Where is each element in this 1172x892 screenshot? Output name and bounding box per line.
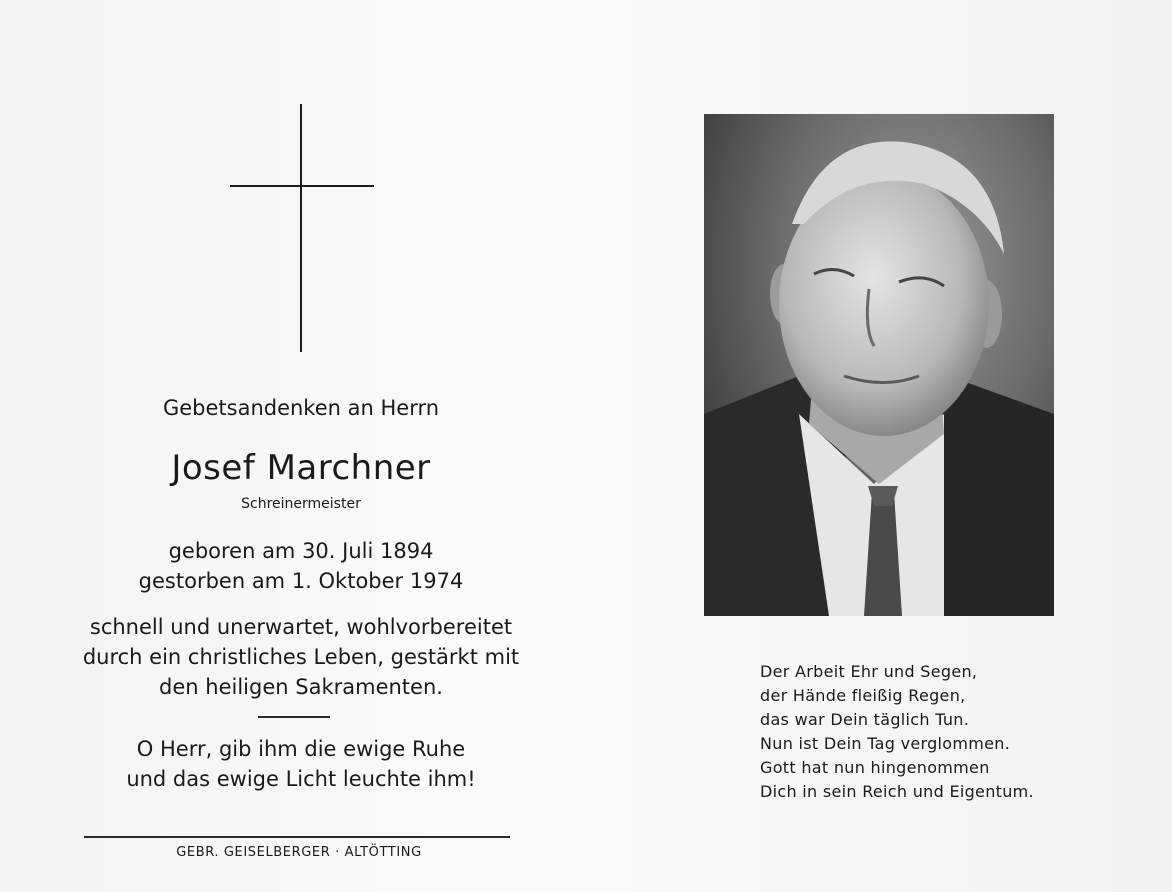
birth-date: geboren am 30. Juli 1894 xyxy=(168,539,434,563)
poem-line: Der Arbeit Ehr und Segen, xyxy=(760,662,978,681)
heading: Gebetsandenken an Herrn xyxy=(162,396,440,420)
prayer-line: O Herr, gib ihm die ewige Ruhe xyxy=(136,737,466,761)
poem-line: der Hände fleißig Regen, xyxy=(760,686,966,705)
divider xyxy=(258,716,330,718)
prayer xyxy=(60,734,542,794)
death-date: gestorben am 1. Oktober 1974 xyxy=(138,569,464,593)
note-line: schnell und unerwartet, wohlvorbereitet xyxy=(89,615,513,639)
prayer-line: und das ewige Licht leuchte ihm! xyxy=(126,767,476,791)
poem-line: Dich in sein Reich und Eigentum. xyxy=(760,782,1034,801)
deceased-name: Josef Marchner xyxy=(171,448,431,488)
poem-line: Gott hat nun hingenommen xyxy=(760,758,990,777)
poem xyxy=(760,660,1080,804)
poem-line: Nun ist Dein Tag verglommen. xyxy=(760,734,1011,753)
life-dates xyxy=(60,536,542,596)
cross-icon-bar xyxy=(230,185,374,187)
portrait-illustration xyxy=(704,114,1054,616)
note-line: den heiligen Sakramenten. xyxy=(159,675,443,699)
cross-icon xyxy=(300,104,302,352)
occupation: Schreinermeister xyxy=(241,496,361,512)
footer-rule xyxy=(84,836,510,838)
poem-line: das war Dein täglich Tun. xyxy=(760,710,970,729)
portrait-photo xyxy=(704,114,1054,616)
printer-imprint: GEBR. GEISELBERGER · ALTÖTTING xyxy=(176,845,422,860)
note-line: durch ein christliches Leben, gestärkt mit xyxy=(82,645,520,669)
death-note xyxy=(60,612,542,702)
